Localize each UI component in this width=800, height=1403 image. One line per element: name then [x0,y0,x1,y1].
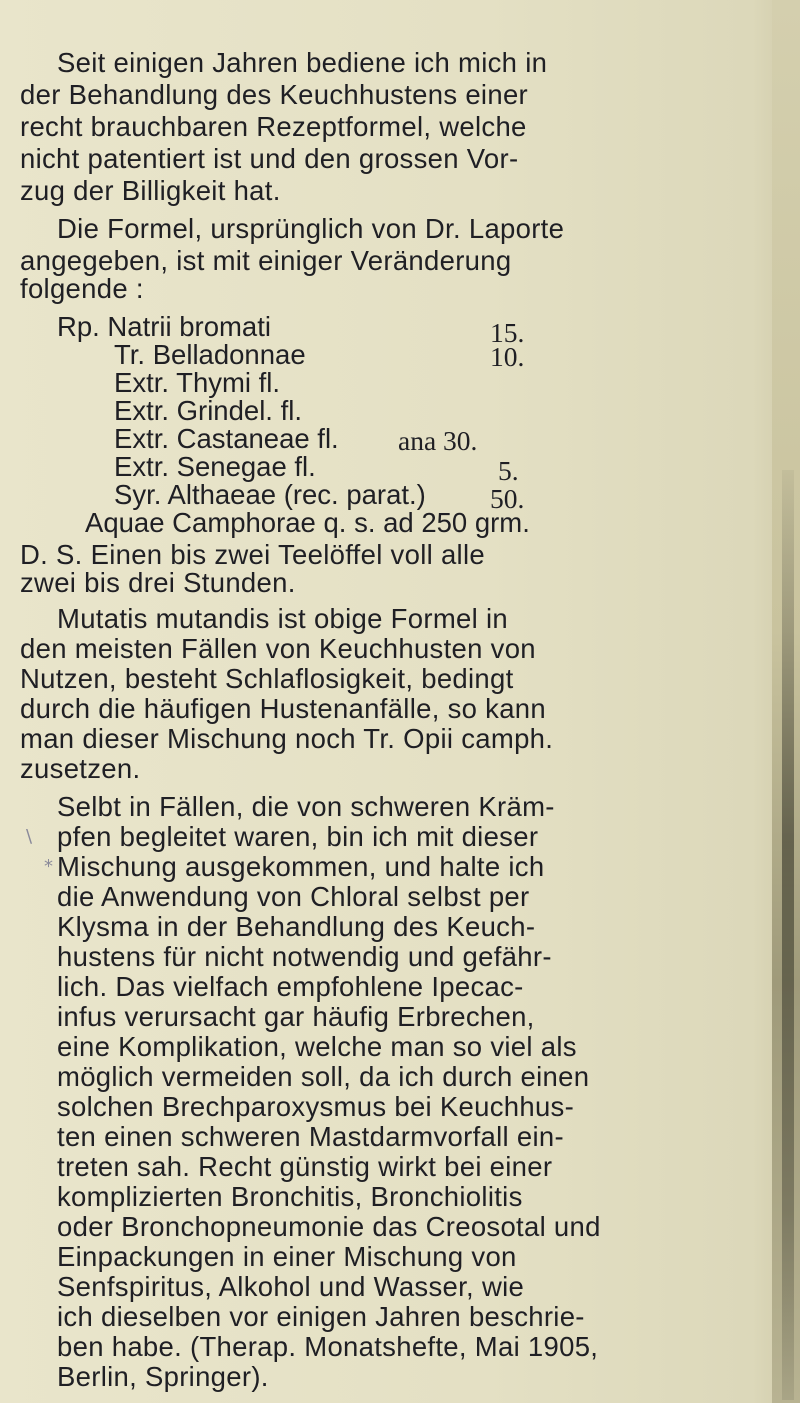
text-line: zusetzen. [20,753,141,784]
text-line: zug der Billigkeit hat. [20,175,281,206]
text-line: folgende : [20,273,144,304]
text-line: Klysma in der Behandlung des Keuch- [57,911,536,942]
text-line: D. S. Einen bis zwei Teelöffel voll alle [20,539,485,570]
text-line: Seit einigen Jahren bediene ich mich in [57,47,548,78]
text-line: komplizierten Bronchitis, Bronchiolitis [57,1181,523,1212]
margin-mark-icon: * [44,856,53,877]
recipe-item-name: Tr. Belladonnae [114,339,306,370]
text-line: pfen begleitet waren, bin ich mit dieser [57,821,539,852]
text-line: treten sah. Recht günstig wirkt bei einer [57,1151,553,1182]
text-line: zwei bis drei Stunden. [20,567,296,598]
text-line: ich dieselben vor einigen Jahren beschrie- [57,1301,585,1332]
text-line: man dieser Mischung noch Tr. Opii camph. [20,723,554,754]
text-line: angegeben, ist mit einiger Veränderung [20,245,512,276]
text-line: den meisten Fällen von Keuchhusten von [20,633,536,664]
recipe-item-amount: 15. [490,317,525,348]
text-line: Mutatis mutandis ist obige Formel in [57,603,508,634]
recipe-item-name: Aquae Camphorae q. s. ad 250 grm. [85,507,530,538]
recipe-item-name: Extr. Castaneae fl. [114,423,339,454]
recipe-item-name: Extr. Thymi fl. [114,367,281,398]
text-line: durch die häufigen Hustenanfälle, so kann [20,693,546,724]
text-line: Mischung ausgekommen, und halte ich [57,851,545,882]
text-line: Selbt in Fällen, die von schweren Kräm- [57,791,555,822]
recipe-item-name: Extr. Grindel. fl. [114,395,302,426]
text-line: ben habe. (Therap. Monatshefte, Mai 1905, [57,1331,599,1362]
text-line: möglich vermeiden soll, da ich durch einen [57,1061,590,1092]
recipe-item-name: Extr. Senegae fl. [114,451,316,482]
binding-shadow [782,470,794,1400]
text-line: nicht patentiert ist und den grossen Vor- [20,143,519,174]
recipe-item-amount: 10. [490,341,525,372]
page-edge-shadow [772,0,800,1403]
text-line: Die Formel, ursprünglich von Dr. Laporte [57,213,565,244]
recipe-item-name: Syr. Althaeae (rec. parat.) [114,479,426,510]
recipe-item-amount: 5. [498,455,519,486]
text-line: recht brauchbaren Rezeptformel, welche [20,111,527,142]
text-line: lich. Das vielfach empfohlene Ipecac- [57,971,524,1002]
margin-mark-icon: \ [26,826,33,847]
text-line: die Anwendung von Chloral selbst per [57,881,530,912]
text-line: eine Komplikation, welche man so viel als [57,1031,577,1062]
text-line: oder Bronchopneumonie das Creosotal und [57,1211,601,1242]
text-line: der Behandlung des Keuchhustens einer [20,79,528,110]
text-line: Senfspiritus, Alkohol und Wasser, wie [57,1271,525,1302]
text-line: Nutzen, besteht Schlaflosigkeit, bedingt [20,663,514,694]
text-line: Berlin, Springer). [57,1361,269,1392]
text-line: Einpackungen in einer Mischung von [57,1241,517,1272]
recipe-item-name: Rp. Natrii bromati [57,311,271,342]
text-line: hustens für nicht notwendig und gefähr- [57,941,552,972]
recipe-item-amount: 50. [490,483,525,514]
text-line: ten einen schweren Mastdarmvorfall ein- [57,1121,564,1152]
text-line: infus verursacht gar häufig Erbrechen, [57,1001,535,1032]
text-line: solchen Brechparoxysmus bei Keuchhus- [57,1091,575,1122]
recipe-item-amount: ana 30. [398,425,478,456]
